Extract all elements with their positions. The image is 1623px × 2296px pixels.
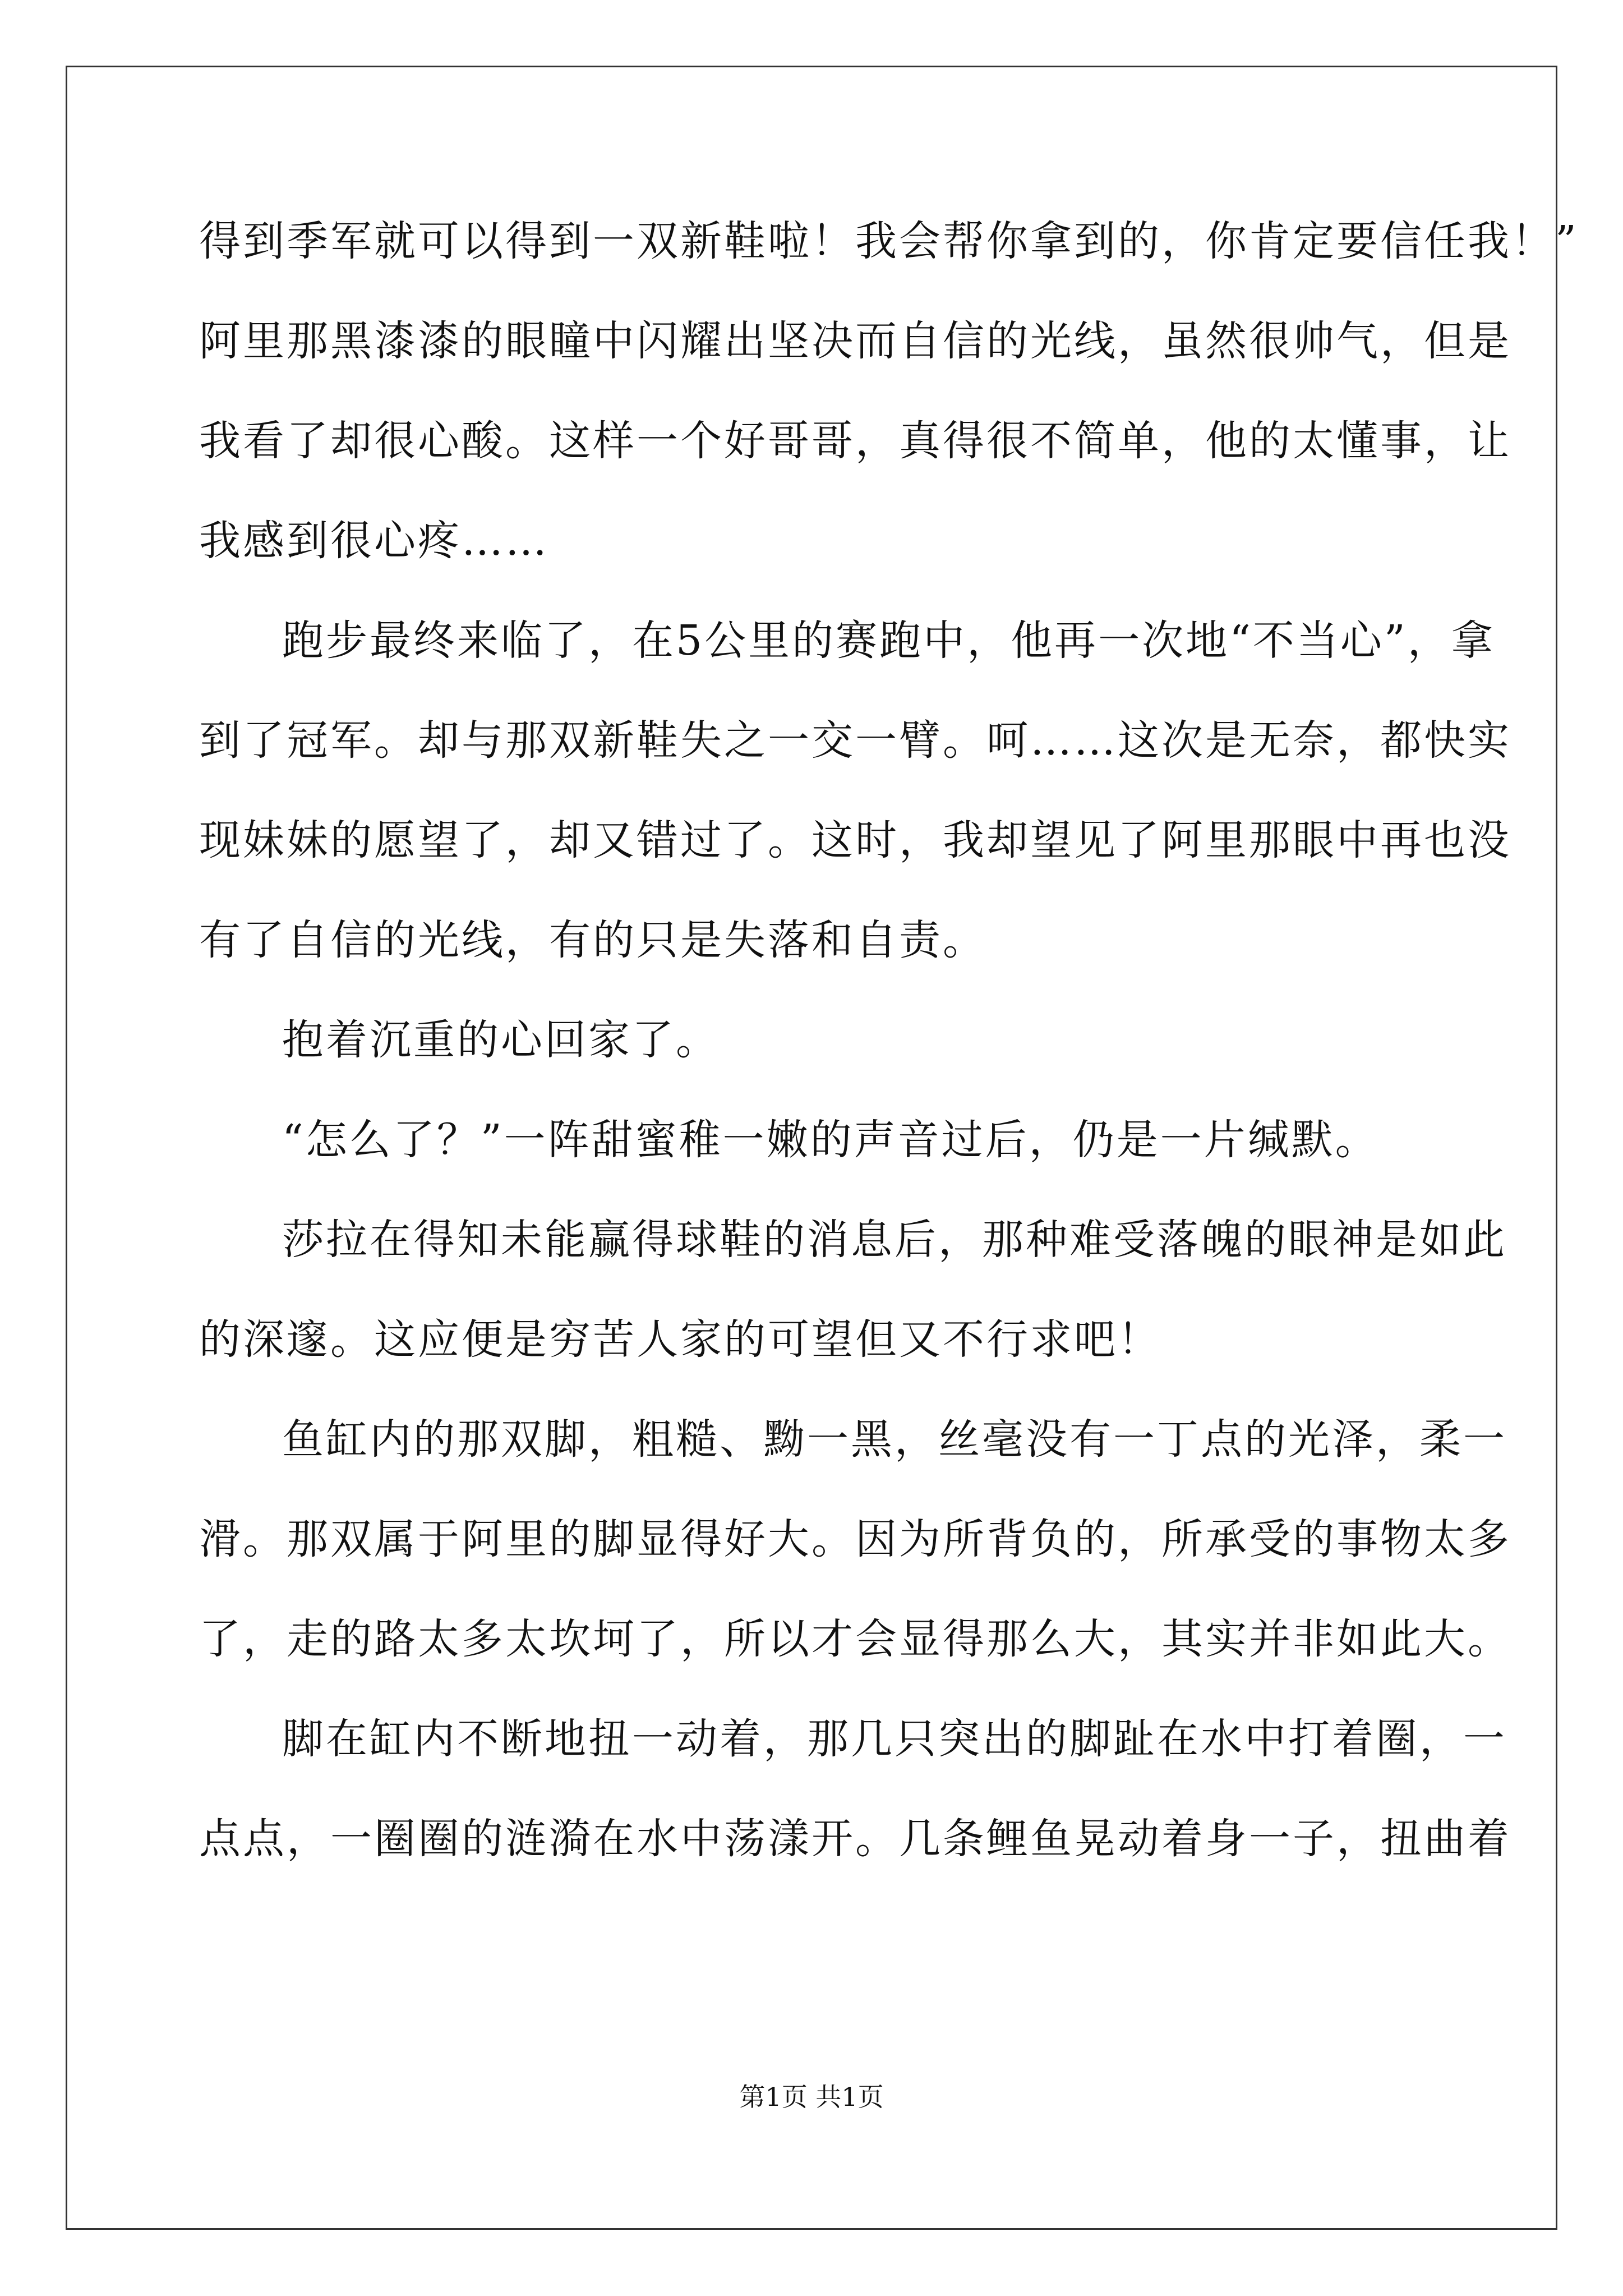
- text-line: 到了冠军。却与那双新鞋失之一交一臂。呵……这次是无奈，都快实: [199, 716, 1511, 765]
- paragraph-first-line: 脚在缸内不断地扭一动着，那几只突出的脚趾在水中打着圈，一: [282, 1715, 1507, 1763]
- text-line: 的深邃。这应便是穷苦人家的可望但又不行求吧！: [199, 1315, 1161, 1364]
- text-line: 了，走的路太多太坎坷了，所以才会显得那么大，其实并非如此大。: [199, 1615, 1511, 1663]
- text-line: 得到季军就可以得到一双新鞋啦！我会帮你拿到的，你肯定要信任我！”: [199, 217, 1579, 265]
- text-line: 现妹妹的愿望了，却又错过了。这时，我却望见了阿里那眼中再也没: [199, 816, 1511, 864]
- paragraph-first-line: 莎拉在得知未能赢得球鞋的消息后，那种难受落魄的眼神是如此: [282, 1216, 1507, 1264]
- text-line: 阿里那黑漆漆的眼瞳中闪耀出坚决而自信的光线，虽然很帅气，但是: [199, 317, 1511, 365]
- paragraph-first-line: “怎么了？”一阵甜蜜稚一嫩的声音过后，仍是一片缄默。: [282, 1116, 1379, 1164]
- text-line: 点点，一圈圈的涟漪在水中荡漾开。几条鲤鱼晃动着身一子，扭曲着: [199, 1815, 1511, 1863]
- text-line: 滑。那双属于阿里的脚显得好大。因为所背负的，所承受的事物太多: [199, 1515, 1511, 1563]
- text-line: 有了自信的光线，有的只是失落和自责。: [199, 916, 986, 964]
- text-line: 我看了却很心酸。这样一个好哥哥，真得很不简单，他的太懂事，让: [199, 417, 1511, 465]
- paragraph-first-line: 抱着沉重的心回家了。: [282, 1016, 720, 1064]
- text-line: 我感到很心疼……: [199, 517, 549, 565]
- paragraph-first-line: 鱼缸内的那双脚，粗糙、黝一黑，丝毫没有一丁点的光泽，柔一: [282, 1415, 1507, 1464]
- paragraph-first-line: 跑步最终来临了，在5公里的赛跑中，他再一次地“不当心”，拿: [282, 616, 1495, 665]
- page-number-footer: 第1页 共1页: [739, 2082, 884, 2112]
